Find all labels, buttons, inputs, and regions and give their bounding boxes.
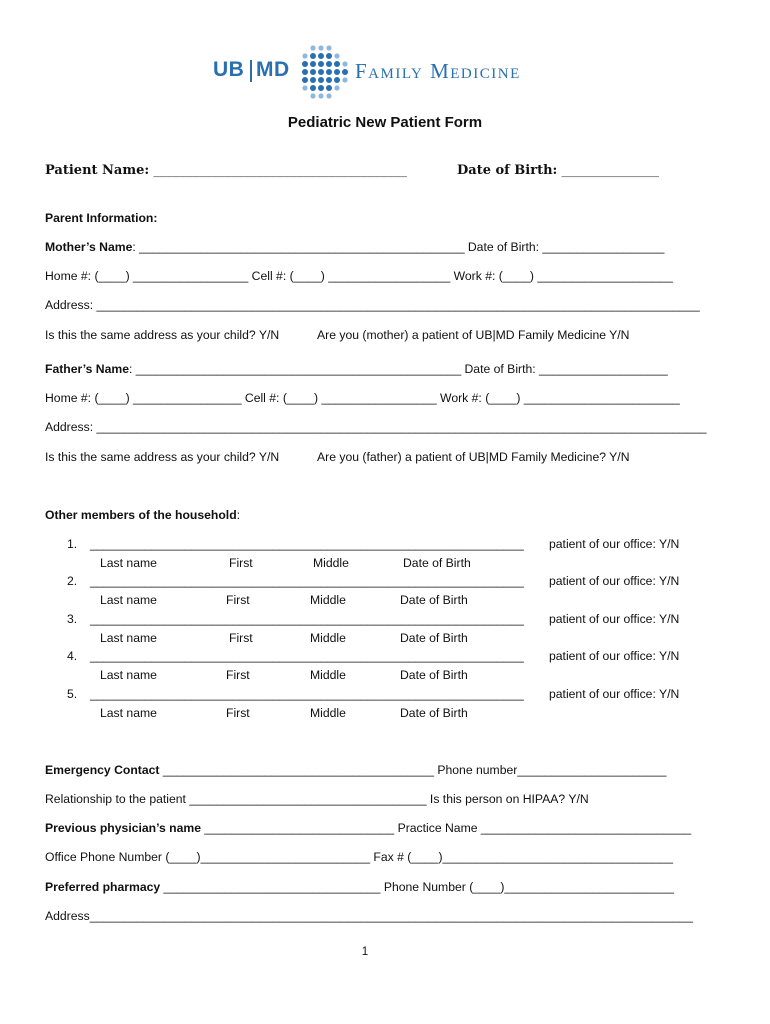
household-first-label: First <box>226 593 250 607</box>
household-heading <box>45 508 240 523</box>
logo-dots-icon <box>299 44 351 100</box>
pharmacy-label: Preferred pharmacy <box>45 880 161 894</box>
household-member-office[interactable]: patient of our office: Y/N <box>549 574 680 588</box>
father-patient-question[interactable]: Are you (father) a patient of UB|MD Family Medicine? Y/N <box>317 450 630 464</box>
patient-name-field[interactable]: _______________________________________ <box>153 163 407 178</box>
household-member-num: 1. <box>67 537 78 551</box>
household-member-num: 2. <box>67 574 78 588</box>
household-first-label: First <box>229 631 253 645</box>
page-title: Pediatric New Patient Form <box>287 114 483 131</box>
mother-name-field[interactable]: : ________________________________________________ Date of Birth: __________________ <box>132 240 665 254</box>
household-dob-label: Date of Birth <box>400 706 468 720</box>
household-dob-label: Date of Birth <box>400 593 468 607</box>
mother-phones-row[interactable]: Home #: (____) _________________ Cell #: (____) __________________ Work #: (____) ____________________ <box>45 269 673 283</box>
previous-physician-field[interactable]: ____________________________ Practice Name _______________________________ <box>201 821 692 835</box>
patient-dob-field[interactable]: _______________ <box>561 163 659 178</box>
page-number: 1 <box>361 944 369 958</box>
pharmacy-row <box>45 880 674 895</box>
household-member-num: 5. <box>67 687 78 701</box>
pharmacy-address-row[interactable]: Address_________________________________________________________________________________________ <box>45 909 693 923</box>
mother-same-address[interactable]: Is this the same address as your child? Y/N <box>45 328 280 342</box>
mother-name-row <box>45 240 664 255</box>
patient-name-label: Patient Name: <box>45 163 150 178</box>
previous-physician-row <box>45 821 691 836</box>
household-member-line[interactable]: ________________________________________________________________ <box>90 574 524 588</box>
household-member-office[interactable]: patient of our office: Y/N <box>549 687 680 701</box>
emergency-contact-row <box>45 763 666 778</box>
relationship-row[interactable]: Relationship to the patient ___________________________________ Is this person on HIPAA? Y/N <box>45 792 589 806</box>
patient-row <box>45 163 407 178</box>
mother-address-row[interactable]: Address: _________________________________________________________________________________________ <box>45 298 700 312</box>
household-first-label: First <box>229 556 253 570</box>
mother-patient-question[interactable]: Are you (mother) a patient of UB|MD Family Medicine Y/N <box>317 328 630 342</box>
office-phone-row[interactable]: Office Phone Number (____)_________________________ Fax # (____)__________________________________ <box>45 850 673 864</box>
logo-md: MD <box>256 58 290 81</box>
logo <box>213 44 558 100</box>
household-dob-label: Date of Birth <box>403 556 471 570</box>
emergency-contact-field[interactable]: ________________________________________ Phone number______________________ <box>159 763 667 777</box>
household-middle-label: Middle <box>310 706 346 720</box>
household-last-name-label: Last name <box>100 631 157 645</box>
household-colon: : <box>236 508 241 522</box>
logo-ub: UB <box>213 58 245 81</box>
father-name-field[interactable]: : ________________________________________________ Date of Birth: ___________________ <box>129 362 668 376</box>
household-label: Other members of the household <box>45 508 237 522</box>
household-member-line[interactable]: ________________________________________________________________ <box>90 537 524 551</box>
father-phones-row[interactable]: Home #: (____) ________________ Cell #: (____) _________________ Work #: (____) _______________________ <box>45 391 680 405</box>
father-same-address[interactable]: Is this the same address as your child? Y/N <box>45 450 280 464</box>
pharmacy-field[interactable]: ________________________________ Phone Number (____)_________________________ <box>160 880 674 894</box>
father-name-row <box>45 362 668 377</box>
household-member-office[interactable]: patient of our office: Y/N <box>549 612 680 626</box>
household-member-line[interactable]: ________________________________________________________________ <box>90 687 524 701</box>
household-last-name-label: Last name <box>100 668 157 682</box>
logo-family-medicine: Family Medicine <box>355 59 521 83</box>
household-middle-label: Middle <box>310 631 346 645</box>
household-dob-label: Date of Birth <box>400 668 468 682</box>
household-last-name-label: Last name <box>100 556 157 570</box>
household-member-office[interactable]: patient of our office: Y/N <box>549 537 680 551</box>
household-member-num: 4. <box>67 649 78 663</box>
patient-dob-row <box>457 163 659 178</box>
household-first-label: First <box>226 706 250 720</box>
household-member-line[interactable]: ________________________________________________________________ <box>90 649 524 663</box>
household-middle-label: Middle <box>313 556 349 570</box>
logo-divider <box>250 60 252 82</box>
household-member-office[interactable]: patient of our office: Y/N <box>549 649 680 663</box>
parent-info-heading: Parent Information: <box>45 211 158 225</box>
emergency-contact-label: Emergency Contact <box>45 763 160 777</box>
mother-name-label: Mother’s Name <box>45 240 133 254</box>
household-first-label: First <box>226 668 250 682</box>
household-middle-label: Middle <box>310 593 346 607</box>
previous-physician-label: Previous physician’s name <box>45 821 202 835</box>
household-member-num: 3. <box>67 612 78 626</box>
patient-dob-label: Date of Birth: <box>457 163 558 178</box>
household-middle-label: Middle <box>310 668 346 682</box>
household-dob-label: Date of Birth <box>400 631 468 645</box>
father-address-row[interactable]: Address: __________________________________________________________________________________________ <box>45 420 707 434</box>
household-member-line[interactable]: ________________________________________________________________ <box>90 612 524 626</box>
father-name-label: Father’s Name <box>45 362 129 376</box>
household-last-name-label: Last name <box>100 593 157 607</box>
household-last-name-label: Last name <box>100 706 157 720</box>
